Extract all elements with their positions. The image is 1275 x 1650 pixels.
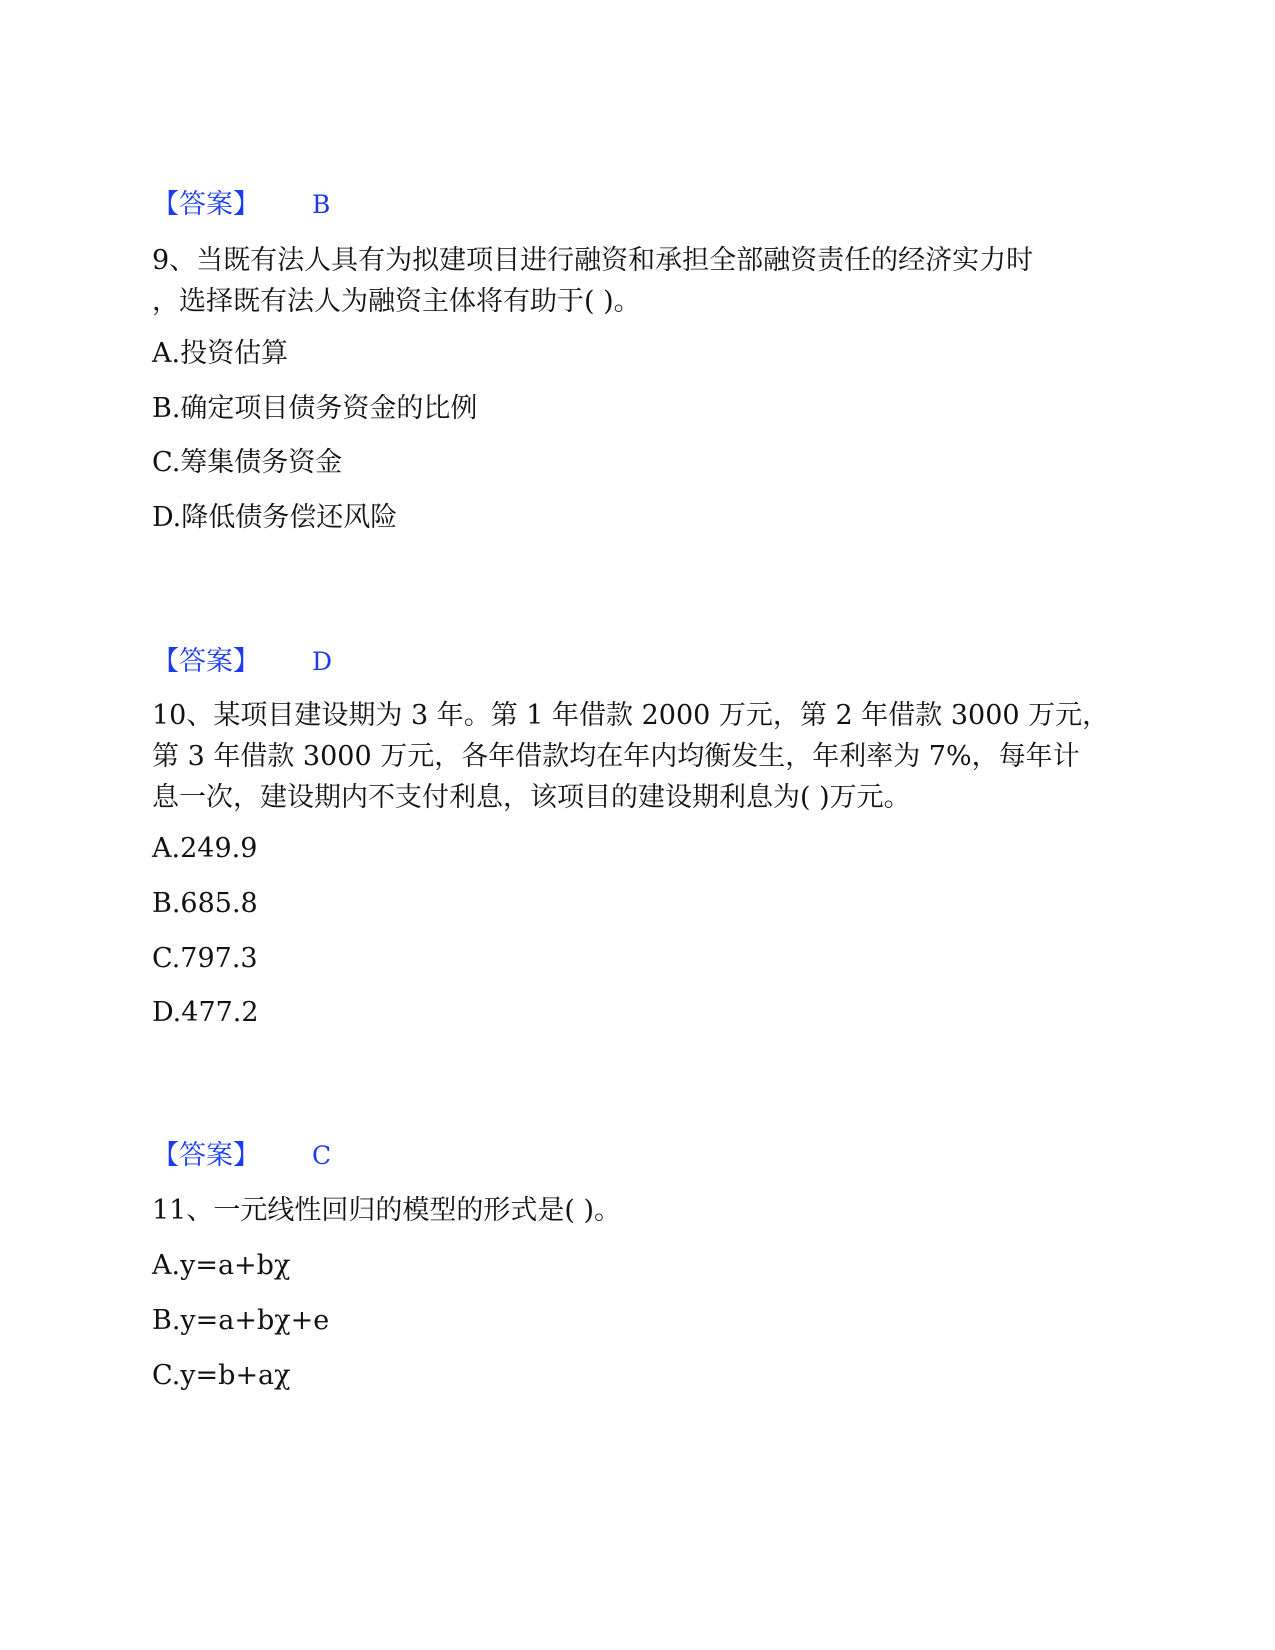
question-10-option-d: D.477.2	[152, 997, 259, 1028]
answer-row	[152, 645, 332, 679]
question-line: ，选择既有法人为融资主体将有助于( )。	[152, 286, 641, 317]
answer-row	[152, 188, 330, 222]
question-9-option-a: A.投资估算	[152, 338, 289, 369]
question-line: 息一次，建设期内不支付利息，该项目的建设期利息为( )万元。	[152, 782, 911, 813]
question-line: 第 3 年借款 3000 万元，各年借款均在年内均衡发生，年利率为 7%，每年计	[152, 741, 1080, 772]
question-10-text	[152, 695, 1152, 818]
question-10-option-c: C.797.3	[152, 943, 258, 974]
question-11-option-b: B.y=a+bχ+e	[152, 1305, 330, 1336]
question-11-option-c: C.y=b+aχ	[152, 1360, 291, 1391]
answer-value: C	[312, 1141, 332, 1170]
question-9-text	[152, 240, 1152, 322]
answer-row	[152, 1139, 331, 1173]
answer-label: 【答案】	[152, 1140, 260, 1171]
question-9-option-c: C.筹集债务资金	[152, 447, 343, 478]
question-line: 11、一元线性回归的模型的形式是( )。	[152, 1195, 622, 1226]
question-line: 9、当既有法人具有为拟建项目进行融资和承担全部融资责任的经济实力时	[152, 245, 1034, 276]
question-10-option-b: B.685.8	[152, 888, 258, 919]
question-line: 10、某项目建设期为 3 年。第 1 年借款 2000 万元，第 2 年借款 3000 万元，	[152, 700, 1110, 731]
question-9-option-b: B.确定项目债务资金的比例	[152, 393, 478, 424]
question-9-option-d: D.降低债务偿还风险	[152, 502, 398, 533]
answer-label: 【答案】	[152, 189, 260, 220]
answer-label: 【答案】	[152, 646, 260, 677]
answer-value: D	[312, 647, 333, 676]
answer-value: B	[312, 190, 331, 219]
question-11-text	[152, 1190, 1152, 1231]
question-11-option-a: A.y=a+bχ	[152, 1250, 291, 1281]
question-10-option-a: A.249.9	[152, 833, 258, 864]
